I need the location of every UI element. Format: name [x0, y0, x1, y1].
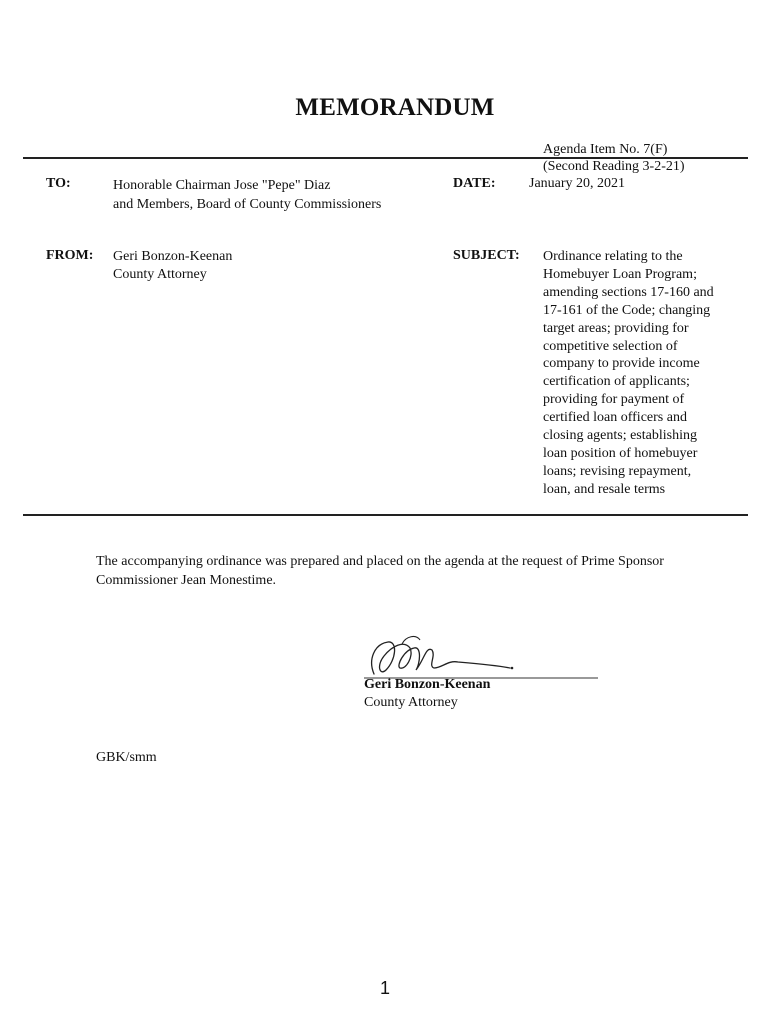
memo-title: MEMORANDUM	[295, 94, 495, 121]
subject-text	[543, 248, 743, 499]
subject-line: company to provide income	[543, 356, 700, 372]
subject-line: competitive selection of	[543, 338, 678, 354]
subject-line: Homebuyer Loan Program;	[543, 266, 697, 282]
date-value: January 20, 2021	[529, 176, 626, 191]
body-line-1: The accompanying ordinance was prepared and placed on the agenda at the request of Prime Sponsor	[96, 554, 664, 569]
to-line-2: and Members, Board of County Commissioners	[113, 197, 382, 212]
subject-line: loan position of homebuyer	[543, 445, 698, 461]
subject-line: loan, and resale terms	[543, 481, 666, 497]
header-bottom-rule	[23, 514, 748, 516]
from-label: FROM:	[46, 248, 94, 263]
header-top-rule	[23, 157, 748, 159]
subject-line: target areas; providing for	[543, 320, 689, 336]
subject-line: Ordinance relating to the	[543, 249, 683, 264]
subject-line: providing for payment of	[543, 392, 685, 408]
body-paragraph	[96, 552, 736, 590]
subject-line: amending sections 17-160 and	[543, 284, 714, 300]
agenda-reading-note: (Second Reading 3-2-21)	[543, 159, 685, 174]
to-label: TO:	[46, 176, 71, 191]
signatory-title: County Attorney	[364, 695, 458, 710]
subject-line: certification of applicants;	[543, 374, 690, 390]
body-line-2: Commissioner Jean Monestime.	[96, 573, 277, 588]
typist-initials: GBK/smm	[96, 750, 157, 765]
subject-label: SUBJECT:	[453, 248, 520, 263]
subject-line: closing agents; establishing	[543, 428, 697, 444]
date-label: DATE:	[453, 176, 496, 191]
page-number: 1	[379, 978, 390, 998]
from-sender	[113, 248, 232, 284]
from-line-1: Geri Bonzon-Keenan	[113, 249, 233, 264]
agenda-item-number: Agenda Item No. 7(F)	[543, 142, 668, 157]
from-line-2: County Attorney	[113, 267, 207, 282]
to-recipients	[113, 176, 381, 214]
to-line-1: Honorable Chairman Jose "Pepe" Diaz	[113, 178, 331, 193]
subject-line: loans; revising repayment,	[543, 463, 692, 479]
subject-line: 17-161 of the Code; changing	[543, 302, 711, 318]
subject-line: certified loan officers and	[543, 410, 687, 426]
signatory-name: Geri Bonzon-Keenan	[364, 677, 491, 692]
